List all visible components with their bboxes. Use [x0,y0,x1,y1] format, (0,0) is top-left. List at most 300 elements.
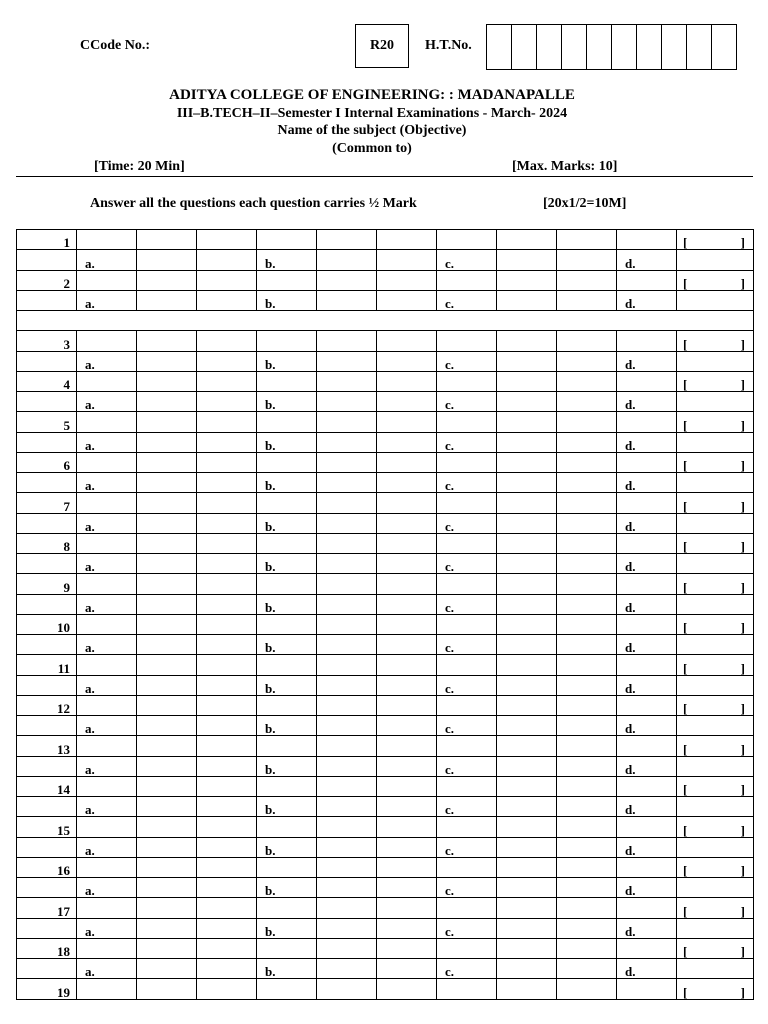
question-text-cell[interactable] [317,695,377,715]
answer-bracket[interactable] [677,533,754,553]
question-text-cell[interactable] [257,452,317,472]
question-text-cell[interactable] [557,736,617,756]
question-text-cell[interactable] [497,695,557,715]
question-text-cell[interactable] [377,270,437,290]
htno-box[interactable] [562,25,587,69]
option-text-cell[interactable] [377,594,437,614]
question-text-cell[interactable] [437,736,497,756]
question-text-cell[interactable] [197,574,257,594]
question-text-cell[interactable] [557,938,617,958]
option-text-cell[interactable] [137,797,197,817]
question-text-cell[interactable] [197,898,257,918]
option-text-cell[interactable] [497,837,557,857]
question-text-cell[interactable] [197,655,257,675]
option-text-cell[interactable] [197,756,257,776]
option-text-cell[interactable] [317,594,377,614]
question-text-cell[interactable] [377,452,437,472]
question-text-cell[interactable] [557,270,617,290]
option-text-cell[interactable] [557,554,617,574]
option-text-cell[interactable] [197,837,257,857]
question-text-cell[interactable] [317,776,377,796]
option-text-cell[interactable] [377,716,437,736]
question-text-cell[interactable] [497,817,557,837]
answer-bracket[interactable] [677,371,754,391]
option-text-cell[interactable] [557,716,617,736]
question-text-cell[interactable] [317,533,377,553]
question-text-cell[interactable] [377,938,437,958]
question-text-cell[interactable] [617,655,677,675]
question-text-cell[interactable] [377,817,437,837]
question-text-cell[interactable] [197,857,257,877]
question-text-cell[interactable] [557,776,617,796]
option-text-cell[interactable] [497,716,557,736]
option-text-cell[interactable] [377,837,437,857]
question-text-cell[interactable] [257,857,317,877]
htno-box[interactable] [712,25,737,69]
option-text-cell[interactable] [377,959,437,979]
question-text-cell[interactable] [557,655,617,675]
question-text-cell[interactable] [557,979,617,999]
option-text-cell[interactable] [197,250,257,270]
question-text-cell[interactable] [557,533,617,553]
question-text-cell[interactable] [197,979,257,999]
answer-bracket[interactable] [677,736,754,756]
question-text-cell[interactable] [257,493,317,513]
question-text-cell[interactable] [137,776,197,796]
question-text-cell[interactable] [617,695,677,715]
question-text-cell[interactable] [557,331,617,351]
question-text-cell[interactable] [137,938,197,958]
question-text-cell[interactable] [617,574,677,594]
option-text-cell[interactable] [317,675,377,695]
option-text-cell[interactable] [137,594,197,614]
question-text-cell[interactable] [497,857,557,877]
htno-boxes[interactable] [486,24,737,70]
option-text-cell[interactable] [137,635,197,655]
question-text-cell[interactable] [317,230,377,250]
question-text-cell[interactable] [257,695,317,715]
question-text-cell[interactable] [137,270,197,290]
answer-bracket[interactable] [677,614,754,634]
question-text-cell[interactable] [197,493,257,513]
option-text-cell[interactable] [497,797,557,817]
question-text-cell[interactable] [317,331,377,351]
question-text-cell[interactable] [557,574,617,594]
question-text-cell[interactable] [617,938,677,958]
option-text-cell[interactable] [197,878,257,898]
question-text-cell[interactable] [257,898,317,918]
question-text-cell[interactable] [437,655,497,675]
option-text-cell[interactable] [557,635,617,655]
answer-bracket[interactable] [677,230,754,250]
question-text-cell[interactable] [617,776,677,796]
question-text-cell[interactable] [317,938,377,958]
option-text-cell[interactable] [197,635,257,655]
question-text-cell[interactable] [317,857,377,877]
option-text-cell[interactable] [197,351,257,371]
option-text-cell[interactable] [137,290,197,310]
question-text-cell[interactable] [197,695,257,715]
question-text-cell[interactable] [137,533,197,553]
answer-bracket[interactable] [677,270,754,290]
option-text-cell[interactable] [317,756,377,776]
answer-bracket[interactable] [677,655,754,675]
option-text-cell[interactable] [497,432,557,452]
option-text-cell[interactable] [197,392,257,412]
question-text-cell[interactable] [437,776,497,796]
option-text-cell[interactable] [317,250,377,270]
question-text-cell[interactable] [617,493,677,513]
question-text-cell[interactable] [197,776,257,796]
question-text-cell[interactable] [137,898,197,918]
question-text-cell[interactable] [197,817,257,837]
option-text-cell[interactable] [317,918,377,938]
option-text-cell[interactable] [197,473,257,493]
option-text-cell[interactable] [317,290,377,310]
question-text-cell[interactable] [77,736,137,756]
option-text-cell[interactable] [197,513,257,533]
question-text-cell[interactable] [617,817,677,837]
option-text-cell[interactable] [557,918,617,938]
option-text-cell[interactable] [137,351,197,371]
question-text-cell[interactable] [617,736,677,756]
question-text-cell[interactable] [377,979,437,999]
question-text-cell[interactable] [77,614,137,634]
question-text-cell[interactable] [77,938,137,958]
option-text-cell[interactable] [317,797,377,817]
option-text-cell[interactable] [317,878,377,898]
question-text-cell[interactable] [317,574,377,594]
question-text-cell[interactable] [197,533,257,553]
question-text-cell[interactable] [137,331,197,351]
question-text-cell[interactable] [377,331,437,351]
question-text-cell[interactable] [317,493,377,513]
question-text-cell[interactable] [557,817,617,837]
question-text-cell[interactable] [137,614,197,634]
question-text-cell[interactable] [377,371,437,391]
question-text-cell[interactable] [617,270,677,290]
question-text-cell[interactable] [557,412,617,432]
htno-box[interactable] [587,25,612,69]
option-text-cell[interactable] [377,250,437,270]
option-text-cell[interactable] [557,675,617,695]
option-text-cell[interactable] [197,959,257,979]
answer-bracket[interactable] [677,776,754,796]
option-text-cell[interactable] [137,392,197,412]
option-text-cell[interactable] [557,250,617,270]
option-text-cell[interactable] [557,473,617,493]
option-text-cell[interactable] [317,837,377,857]
answer-bracket[interactable] [677,452,754,472]
question-text-cell[interactable] [437,614,497,634]
htno-box[interactable] [687,25,712,69]
question-text-cell[interactable] [257,979,317,999]
question-text-cell[interactable] [257,736,317,756]
htno-box[interactable] [537,25,562,69]
option-text-cell[interactable] [497,250,557,270]
option-text-cell[interactable] [137,959,197,979]
option-text-cell[interactable] [377,351,437,371]
question-text-cell[interactable] [197,230,257,250]
option-text-cell[interactable] [137,918,197,938]
option-text-cell[interactable] [377,554,437,574]
question-text-cell[interactable] [77,655,137,675]
question-text-cell[interactable] [437,695,497,715]
question-text-cell[interactable] [77,371,137,391]
question-text-cell[interactable] [137,230,197,250]
option-text-cell[interactable] [377,797,437,817]
option-text-cell[interactable] [137,250,197,270]
question-text-cell[interactable] [137,452,197,472]
question-text-cell[interactable] [377,655,437,675]
question-text-cell[interactable] [557,857,617,877]
option-text-cell[interactable] [557,797,617,817]
option-text-cell[interactable] [497,675,557,695]
question-text-cell[interactable] [317,412,377,432]
option-text-cell[interactable] [377,513,437,533]
question-text-cell[interactable] [617,533,677,553]
option-text-cell[interactable] [197,594,257,614]
option-text-cell[interactable] [137,473,197,493]
option-text-cell[interactable] [557,594,617,614]
option-text-cell[interactable] [317,554,377,574]
question-text-cell[interactable] [617,452,677,472]
option-text-cell[interactable] [557,290,617,310]
option-text-cell[interactable] [197,432,257,452]
question-text-cell[interactable] [257,533,317,553]
question-text-cell[interactable] [557,493,617,513]
question-text-cell[interactable] [257,655,317,675]
option-text-cell[interactable] [197,918,257,938]
option-text-cell[interactable] [377,918,437,938]
question-text-cell[interactable] [317,736,377,756]
question-text-cell[interactable] [377,574,437,594]
answer-bracket[interactable] [677,979,754,999]
question-text-cell[interactable] [197,938,257,958]
answer-bracket[interactable] [677,493,754,513]
question-text-cell[interactable] [437,493,497,513]
question-text-cell[interactable] [437,412,497,432]
question-text-cell[interactable] [137,736,197,756]
question-text-cell[interactable] [377,230,437,250]
question-text-cell[interactable] [617,979,677,999]
question-text-cell[interactable] [377,776,437,796]
question-text-cell[interactable] [617,371,677,391]
htno-box[interactable] [487,25,512,69]
question-text-cell[interactable] [257,412,317,432]
question-text-cell[interactable] [557,230,617,250]
question-text-cell[interactable] [317,614,377,634]
option-text-cell[interactable] [497,392,557,412]
option-text-cell[interactable] [557,959,617,979]
question-text-cell[interactable] [317,270,377,290]
question-text-cell[interactable] [197,736,257,756]
question-text-cell[interactable] [617,230,677,250]
question-text-cell[interactable] [377,614,437,634]
option-text-cell[interactable] [137,837,197,857]
question-text-cell[interactable] [377,857,437,877]
option-text-cell[interactable] [377,635,437,655]
option-text-cell[interactable] [317,513,377,533]
question-text-cell[interactable] [377,695,437,715]
question-text-cell[interactable] [377,412,437,432]
question-text-cell[interactable] [77,331,137,351]
question-text-cell[interactable] [377,898,437,918]
option-text-cell[interactable] [377,473,437,493]
question-text-cell[interactable] [497,776,557,796]
question-text-cell[interactable] [497,655,557,675]
option-text-cell[interactable] [317,392,377,412]
answer-bracket[interactable] [677,898,754,918]
option-text-cell[interactable] [557,878,617,898]
question-text-cell[interactable] [437,230,497,250]
htno-box[interactable] [612,25,637,69]
question-text-cell[interactable] [497,614,557,634]
question-text-cell[interactable] [317,898,377,918]
htno-box[interactable] [637,25,662,69]
answer-bracket[interactable] [677,938,754,958]
question-text-cell[interactable] [137,817,197,837]
question-text-cell[interactable] [437,452,497,472]
question-text-cell[interactable] [617,331,677,351]
question-text-cell[interactable] [77,695,137,715]
question-text-cell[interactable] [557,371,617,391]
question-text-cell[interactable] [257,817,317,837]
question-text-cell[interactable] [437,979,497,999]
question-text-cell[interactable] [497,533,557,553]
question-text-cell[interactable] [137,695,197,715]
question-text-cell[interactable] [77,493,137,513]
question-text-cell[interactable] [437,817,497,837]
question-text-cell[interactable] [437,533,497,553]
question-text-cell[interactable] [557,898,617,918]
question-text-cell[interactable] [317,979,377,999]
option-text-cell[interactable] [557,513,617,533]
option-text-cell[interactable] [377,392,437,412]
option-text-cell[interactable] [317,432,377,452]
option-text-cell[interactable] [137,716,197,736]
question-text-cell[interactable] [137,412,197,432]
option-text-cell[interactable] [197,290,257,310]
question-text-cell[interactable] [257,614,317,634]
question-text-cell[interactable] [317,817,377,837]
question-text-cell[interactable] [77,412,137,432]
question-text-cell[interactable] [617,857,677,877]
question-text-cell[interactable] [257,574,317,594]
question-text-cell[interactable] [137,857,197,877]
htno-box[interactable] [662,25,687,69]
question-text-cell[interactable] [137,371,197,391]
option-text-cell[interactable] [197,675,257,695]
option-text-cell[interactable] [317,716,377,736]
question-text-cell[interactable] [437,857,497,877]
question-text-cell[interactable] [497,938,557,958]
question-text-cell[interactable] [497,371,557,391]
option-text-cell[interactable] [377,290,437,310]
option-text-cell[interactable] [497,554,557,574]
option-text-cell[interactable] [317,959,377,979]
question-text-cell[interactable] [197,371,257,391]
question-text-cell[interactable] [437,371,497,391]
question-text-cell[interactable] [497,452,557,472]
option-text-cell[interactable] [197,716,257,736]
answer-bracket[interactable] [677,412,754,432]
option-text-cell[interactable] [557,756,617,776]
option-text-cell[interactable] [557,392,617,412]
question-text-cell[interactable] [497,979,557,999]
question-text-cell[interactable] [137,979,197,999]
question-text-cell[interactable] [377,736,437,756]
question-text-cell[interactable] [137,574,197,594]
question-text-cell[interactable] [497,898,557,918]
option-text-cell[interactable] [137,756,197,776]
option-text-cell[interactable] [557,351,617,371]
question-text-cell[interactable] [497,574,557,594]
htno-box[interactable] [512,25,537,69]
question-text-cell[interactable] [77,270,137,290]
question-text-cell[interactable] [557,452,617,472]
option-text-cell[interactable] [497,918,557,938]
question-text-cell[interactable] [257,938,317,958]
question-text-cell[interactable] [197,412,257,432]
question-text-cell[interactable] [497,230,557,250]
option-text-cell[interactable] [497,635,557,655]
option-text-cell[interactable] [137,432,197,452]
question-text-cell[interactable] [77,230,137,250]
option-text-cell[interactable] [557,432,617,452]
option-text-cell[interactable] [377,432,437,452]
option-text-cell[interactable] [197,554,257,574]
question-text-cell[interactable] [437,938,497,958]
answer-bracket[interactable] [677,574,754,594]
question-text-cell[interactable] [497,331,557,351]
option-text-cell[interactable] [497,473,557,493]
answer-bracket[interactable] [677,817,754,837]
option-text-cell[interactable] [497,513,557,533]
question-text-cell[interactable] [497,412,557,432]
question-text-cell[interactable] [617,412,677,432]
question-text-cell[interactable] [197,614,257,634]
question-text-cell[interactable] [437,331,497,351]
option-text-cell[interactable] [557,837,617,857]
question-text-cell[interactable] [497,493,557,513]
question-text-cell[interactable] [77,979,137,999]
question-text-cell[interactable] [77,817,137,837]
option-text-cell[interactable] [137,878,197,898]
question-text-cell[interactable] [77,898,137,918]
option-text-cell[interactable] [377,675,437,695]
answer-bracket[interactable] [677,331,754,351]
question-text-cell[interactable] [197,452,257,472]
question-text-cell[interactable] [257,371,317,391]
question-text-cell[interactable] [77,452,137,472]
question-text-cell[interactable] [497,736,557,756]
question-text-cell[interactable] [317,655,377,675]
question-text-cell[interactable] [137,655,197,675]
question-text-cell[interactable] [77,776,137,796]
question-text-cell[interactable] [617,898,677,918]
question-text-cell[interactable] [197,331,257,351]
question-text-cell[interactable] [437,574,497,594]
question-text-cell[interactable] [437,270,497,290]
question-text-cell[interactable] [437,898,497,918]
question-text-cell[interactable] [317,452,377,472]
question-text-cell[interactable] [137,493,197,513]
answer-bracket[interactable] [677,857,754,877]
question-text-cell[interactable] [77,533,137,553]
option-text-cell[interactable] [497,959,557,979]
option-text-cell[interactable] [137,675,197,695]
